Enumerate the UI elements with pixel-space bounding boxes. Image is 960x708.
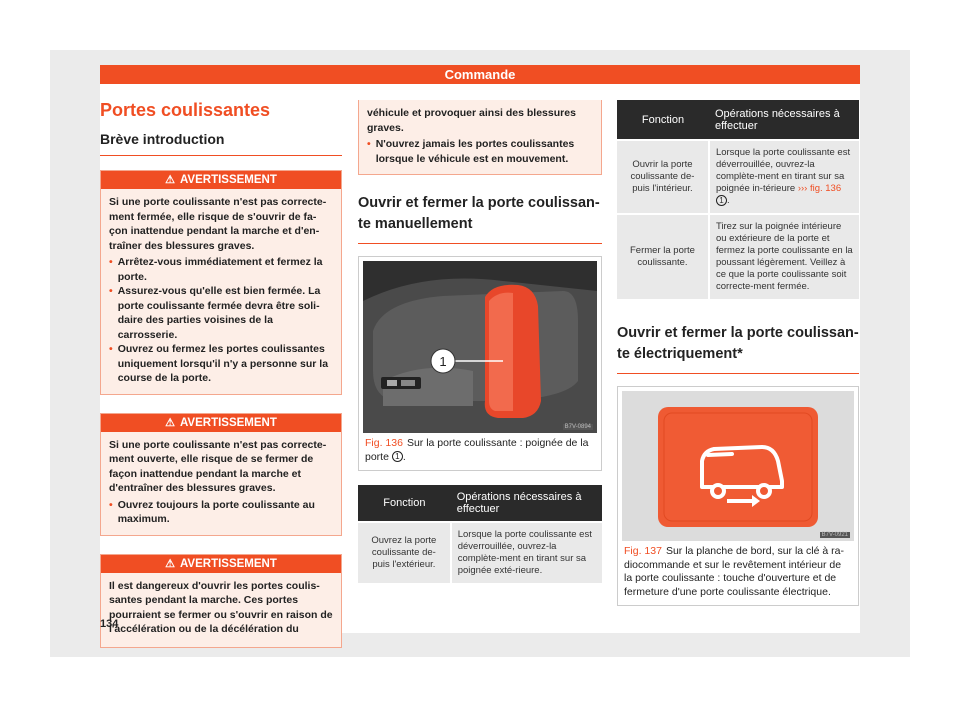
table-row xyxy=(617,214,859,299)
bullet-icon: • xyxy=(109,256,113,268)
door-handle-illustration xyxy=(363,261,597,433)
callout-number: 1 xyxy=(439,354,447,369)
figure-number: Fig. 136 xyxy=(365,437,403,449)
warning-bullet: • Assurez-vous qu'elle est bien fermée. La porte coulissante fermée devra être soli-daire des parties voisines de la carrosserie. xyxy=(109,285,321,341)
subsection-title: Brève introduction xyxy=(100,131,342,156)
caption-text: Sur la porte coulissante : poignée de la porte xyxy=(365,437,589,463)
warning-header xyxy=(101,171,341,189)
warning-triangle-icon: ⚠ xyxy=(165,557,175,570)
column-1 xyxy=(100,100,342,648)
image-code: B7V-0921 xyxy=(821,532,848,539)
warning-triangle-icon: ⚠ xyxy=(165,416,175,429)
figure-137 xyxy=(617,386,859,606)
bullet-icon: • xyxy=(109,498,113,511)
table-cell: Fermer la porte coulissante. xyxy=(617,214,709,299)
bullet-icon: • xyxy=(109,285,113,297)
warning-bullet: • Arrêtez-vous immédiatement et fermez la porte. xyxy=(109,256,323,283)
warning-text: Si une porte coulissante n'est pas correcte-ment fermée, elle risque de s'ouvrir de fa-çon inattendue pendant la marche et d'en-traîner des blessures graves. xyxy=(109,196,327,252)
section-title: Ouvrir et fermer la porte coulissan-te manuellement xyxy=(358,193,602,244)
warning-box xyxy=(100,170,342,395)
warning-bullet: • Ouvrez ou fermez les portes coulissantes uniquement lorsqu'il n'y a personne sur la course de la porte. xyxy=(109,343,329,384)
warning-label: AVERTISSEMENT xyxy=(179,416,277,429)
warning-label: AVERTISSEMENT xyxy=(179,557,277,570)
warning-box xyxy=(100,413,342,536)
table-header: Fonction xyxy=(617,100,709,140)
table-cell: Lorsque la porte coulissante est déverrouillée, ouvrez-la complète-ment en tirant sur sa poignée exté-rieure. xyxy=(451,522,602,583)
warning-text: Si une porte coulissante n'est pas correcte-ment ouverte, elle risque de se fermer de façon inattendue pendant la marche et d'entraîner des blessures graves. xyxy=(109,438,327,494)
figure-number: Fig. 137 xyxy=(624,545,662,558)
table-cell: Lorsque la porte coulissante est déverrouillée, ouvrez-la complète-ment en tirant sur sa poignée in-térieure ››› fig. 136 1 . xyxy=(709,140,859,214)
figure-caption: Fig. 136 Sur la porte coulissante : poignée de la porte 1 . xyxy=(365,437,589,463)
callout-ref: 1 xyxy=(392,451,403,462)
column-2 xyxy=(358,100,602,583)
operations-table xyxy=(617,100,859,299)
table-header: Opérations nécessaires à effectuer xyxy=(451,485,602,522)
warning-box xyxy=(100,554,342,648)
table-header: Fonction xyxy=(358,485,451,522)
figure-link[interactable]: ››› fig. 136 xyxy=(797,183,842,194)
section-title: Ouvrir et fermer la porte coulissan-te électriquement* xyxy=(617,323,859,374)
warning-text: véhicule et provoquer ainsi des blessures graves. xyxy=(367,107,576,134)
warning-bullet: • N'ouvrez jamais les portes coulissantes lorsque le véhicule est en mouvement. xyxy=(367,138,575,165)
image-code: B7V-0894 xyxy=(564,424,591,430)
bullet-icon: • xyxy=(367,138,371,150)
table-row xyxy=(358,522,602,583)
figure-136 xyxy=(358,256,602,471)
warning-box-continued xyxy=(358,100,602,175)
figure-caption xyxy=(622,541,854,601)
chapter-header: Commande xyxy=(100,65,860,84)
column-3 xyxy=(617,100,859,606)
sliding-door-button-illustration xyxy=(622,391,854,541)
table-row xyxy=(617,140,859,214)
table-cell: Ouvrir la porte coulissante de-puis l'intérieur. xyxy=(617,140,709,214)
warning-text: Il est dangereux d'ouvrir les portes coulis-santes pendant la marche. Ces portes pourraient se fermer ou s'ouvrir en raison de l'accélération ou de la décélération du xyxy=(109,579,333,635)
caption-text: Sur la planche de bord, sur la clé à ra-diocommande et sur le revêtement intérieur de la porte coulissante : touche d'ouverture et de fermeture d'une porte coulissante électrique. xyxy=(624,545,844,598)
warning-bullet: • Ouvrez toujours la porte coulissante au maximum. xyxy=(109,498,315,525)
table-cell: Ouvrez la porte coulissante de-puis l'extérieur. xyxy=(358,522,451,583)
table-header: Opérations nécessaires à effectuer xyxy=(709,100,859,140)
sliding-door-button-image xyxy=(622,391,854,541)
page-number: 134 xyxy=(100,618,119,630)
callout-ref: 1 xyxy=(716,195,727,206)
bullet-icon: • xyxy=(109,343,113,355)
warning-header xyxy=(101,414,341,432)
warning-header xyxy=(101,555,341,573)
operations-table xyxy=(358,485,602,583)
door-handle-image xyxy=(363,261,597,433)
warning-label: AVERTISSEMENT xyxy=(179,174,277,186)
section-title: Portes coulissantes xyxy=(100,100,271,120)
table-cell: Tirez sur la poignée intérieure ou extérieure de la porte et fermez la porte coulissante en la poussant légèrement. Veillez à ce que la porte coulissante soit correcte-ment fermée. xyxy=(709,214,859,299)
warning-triangle-icon: ⚠ xyxy=(165,174,175,186)
